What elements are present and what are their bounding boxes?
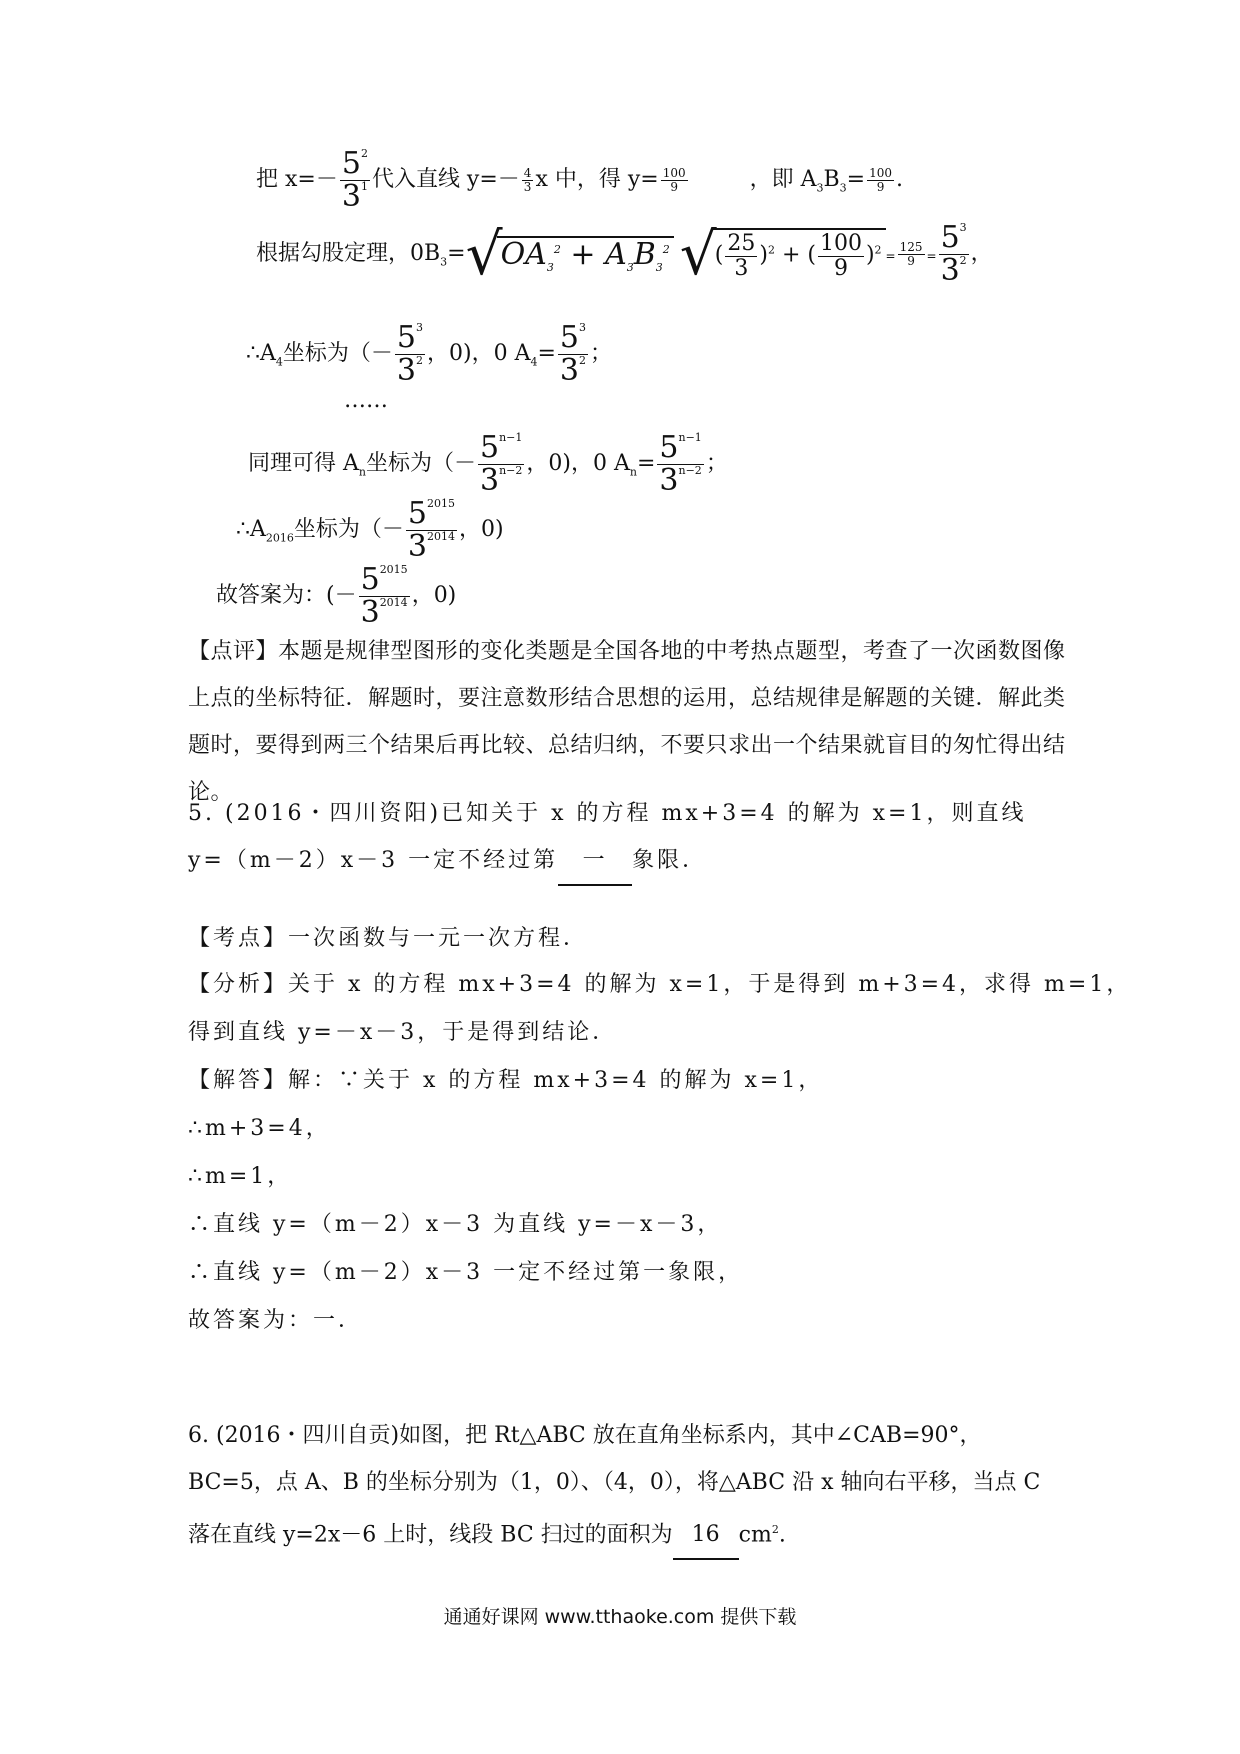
ellipsis: …… (344, 388, 388, 413)
answer-blank: 一 (558, 837, 632, 886)
fenxi-2: 得到直线 y=－x－3，于是得到结论． (188, 1020, 618, 1045)
step-2: ∴m=1， (188, 1164, 293, 1189)
page-footer: 通通好课网 www.tthaoke.com 提供下载 (443, 1606, 797, 1628)
kaodian: 【考点】一次函数与一元一次方程． (188, 926, 589, 951)
question-5-stem: 5. (2016・四川资阳)已知关于 x 的方程 mx+3=4 的解为 x=1，则直线 y=（m－2）x－3 一定不经过第 (188, 801, 1027, 873)
fenxi-1: 【分析】关于 x 的方程 mx+3=4 的解为 x=1，于是得到 m+3=4，求得 m=1， (188, 972, 1132, 997)
question-5: 5. (2016・四川资阳)已知关于 x 的方程 mx+3=4 的解为 x=1，则直线 y=（m－2）x－3 一定不经过第 一 象限． (188, 790, 1068, 886)
fraction: $\frac{5^3}{3^2}$ (559, 320, 586, 388)
fraction: $\frac{5^3}{3^2}$ (396, 320, 423, 388)
fraction: $\frac{4}{3}$ (523, 165, 532, 194)
sol4-line1: 把 x=－ $\frac{5^2}{3^1}$ 代入直线 y=－ $\frac{4}{3}$ x 中，得 y= $\frac{100}{9}$ ，即 $A_3B_3=$ $\frac{100}{9}$ . (256, 146, 904, 214)
step-4: ∴直线 y=（m－2）x－3 一定不经过第一象限， (188, 1260, 744, 1285)
fraction: $\frac{5^{n-1}}{3^{n-2}}$ (659, 430, 702, 498)
comment-paragraph: 【点评】本题是规律型图形的变化类题是全国各地的中考热点题型，考查了一次函数图像上点的坐标特征．解题时，要注意数形结合思想的运用，总结规律是解题的关键．解此类题时，要得到两三个结果后再比较、总结归纳，不要只求出一个结果就盲目的匆忙得出结论。 (188, 639, 1066, 805)
square-root: $√OA_3^2 + A_3B_3^2$ (466, 225, 674, 283)
fraction: $\frac{5^2}{3^1}$ (341, 146, 368, 214)
text: 把 x=－ (256, 167, 338, 192)
question-6-stem: 6. (2016・四川自贡)如图，把 Rt△ABC 放在直角坐标系内，其中∠CAB=90°，BC=5，点 A、B 的坐标分别为（1，0）、（4，0），将△ABC 沿 x 轴向右平移，当点 C 落在直线 y=2x－6 上时，线段 BC 扫过的面积为 (188, 1423, 1041, 1548)
sol4-line3: $\therefore A_4$坐标为（－ $\frac{5^3}{3^2}$ ，0)，0 $A_4=$ $\frac{5^3}{3^2}$ ； (246, 320, 613, 388)
sol4-line6: $\therefore A_{2016}$坐标为（－ $\frac{5^{2015}}{3^{2014}}$ ，0) (236, 496, 504, 564)
question-6: 6. (2016・四川自贡)如图，把 Rt△ABC 放在直角坐标系内，其中∠CAB=90°，BC=5，点 A、B 的坐标分别为（1，0）、（4，0），将△ABC 沿 x 轴向右平移，当点 C 落在直线 y=2x－6 上时，线段 BC 扫过的面积为 16 $cm^2$. (188, 1412, 1068, 1560)
sol4-line2: 根据勾股定理，$0B_3=√OA_3^2 + A_3B_3^2$ √( $\frac{25}{3}$ )$^2$ + ( $\frac{100}{9}$ )$^2$ = $\frac{125}{9}$ = $\frac{5^3}{3^2}$ ， (256, 220, 993, 288)
fraction: $\frac{125}{9}$ (899, 239, 923, 268)
step-1: ∴m+3=4， (188, 1116, 331, 1141)
answer-blank: 16 (673, 1511, 739, 1560)
fraction: $\frac{5^{n-1}}{3^{n-2}}$ (480, 430, 523, 498)
sol4-answer: 故答案为：(－ $\frac{5^{2015}}{3^{2014}}$ ，0) (216, 562, 457, 630)
fraction: $\frac{100}{9}$ (869, 165, 893, 194)
fraction: $\frac{5^{2015}}{3^{2014}}$ (407, 496, 455, 564)
fraction: $\frac{5^{2015}}{3^{2014}}$ (360, 562, 408, 630)
square-root: √( $\frac{25}{3}$ )$^2$ + ( $\frac{100}{9}$ )$^2$ (680, 225, 886, 283)
q5-answer: 故答案为：一． (188, 1308, 364, 1333)
jieda: 【解答】解：∵关于 x 的方程 mx+3=4 的解为 x=1， (188, 1068, 824, 1093)
fraction: $\frac{100}{9}$ (662, 165, 686, 194)
fraction: $\frac{5^3}{3^2}$ (940, 220, 967, 288)
step-3: ∴直线 y=（m－2）x－3 为直线 y=－x－3， (188, 1212, 723, 1237)
sol4-line5: 同理可得 $A_n$坐标为（－ $\frac{5^{n-1}}{3^{n-2}}$ ，0)，0 $A_n=$ $\frac{5^{n-1}}{3^{n-2}}$ ； (248, 430, 728, 498)
